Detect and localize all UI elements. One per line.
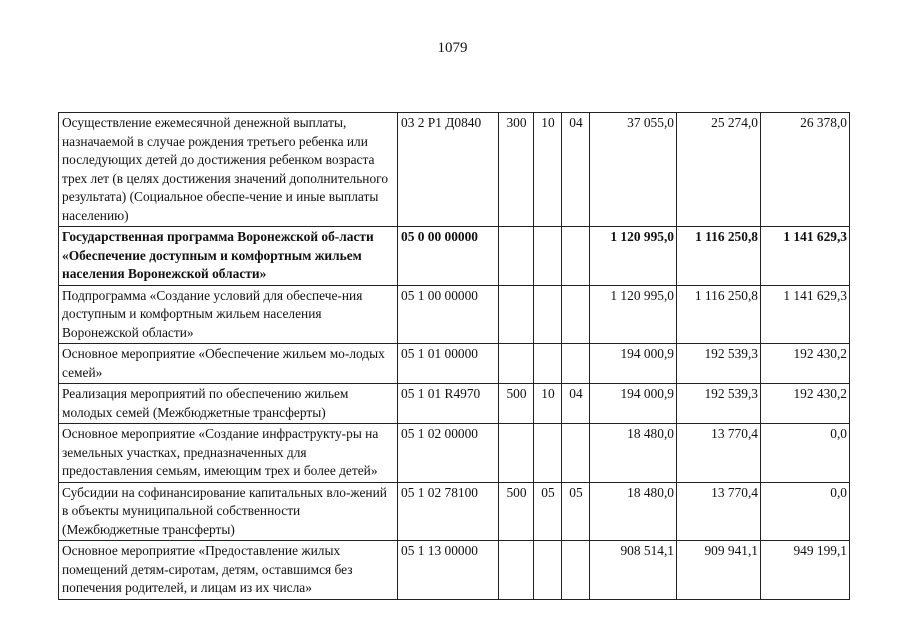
section-cell: 10 — [534, 384, 562, 424]
subsection-cell — [562, 424, 590, 483]
amount-year1-cell: 908 514,1 — [590, 541, 677, 600]
amount-year2-cell: 909 941,1 — [677, 541, 761, 600]
expense-type-cell — [499, 285, 534, 344]
item-name-cell: Подпрограмма «Создание условий для обеспече-ния доступным и комфортным жильем населения Воронежской области» — [59, 285, 398, 344]
table-row — [59, 113, 850, 227]
item-name-cell: Основное мероприятие «Обеспечение жильем мо-лодых семей» — [59, 344, 398, 384]
amount-year3-cell: 1 141 629,3 — [761, 285, 850, 344]
amount-year2-cell: 13 770,4 — [677, 482, 761, 541]
expense-type-cell: 500 — [499, 384, 534, 424]
target-code-cell: 05 1 01 R4970 — [398, 384, 499, 424]
section-cell: 10 — [534, 113, 562, 227]
amount-year2-cell: 25 274,0 — [677, 113, 761, 227]
amount-year1-cell: 37 055,0 — [590, 113, 677, 227]
subsection-cell: 04 — [562, 113, 590, 227]
target-code-cell: 05 0 00 00000 — [398, 227, 499, 286]
amount-year1-cell: 194 000,9 — [590, 344, 677, 384]
subsection-cell — [562, 285, 590, 344]
target-code-cell: 05 1 02 00000 — [398, 424, 499, 483]
amount-year2-cell: 13 770,4 — [677, 424, 761, 483]
table-row — [59, 227, 850, 286]
section-cell — [534, 285, 562, 344]
table-row — [59, 384, 850, 424]
subsection-cell: 04 — [562, 384, 590, 424]
item-name-cell: Реализация мероприятий по обеспечению жильем молодых семей (Межбюджетные трансферты) — [59, 384, 398, 424]
amount-year2-cell: 1 116 250,8 — [677, 285, 761, 344]
expense-type-cell: 300 — [499, 113, 534, 227]
amount-year3-cell: 1 141 629,3 — [761, 227, 850, 286]
amount-year1-cell: 194 000,9 — [590, 384, 677, 424]
budget-table — [58, 112, 850, 600]
expense-type-cell — [499, 227, 534, 286]
table-row — [59, 482, 850, 541]
table-row — [59, 424, 850, 483]
amount-year1-cell: 18 480,0 — [590, 424, 677, 483]
section-cell: 05 — [534, 482, 562, 541]
subsection-cell — [562, 227, 590, 286]
amount-year3-cell: 192 430,2 — [761, 384, 850, 424]
amount-year3-cell: 192 430,2 — [761, 344, 850, 384]
table-row — [59, 344, 850, 384]
section-cell — [534, 227, 562, 286]
amount-year3-cell: 0,0 — [761, 482, 850, 541]
table-row — [59, 541, 850, 600]
amount-year1-cell: 1 120 995,0 — [590, 227, 677, 286]
target-code-cell: 05 1 02 78100 — [398, 482, 499, 541]
section-cell — [534, 541, 562, 600]
target-code-cell: 05 1 01 00000 — [398, 344, 499, 384]
amount-year2-cell: 192 539,3 — [677, 384, 761, 424]
budget-table-body — [59, 113, 850, 600]
item-name-cell: Основное мероприятие «Создание инфраструкту-ры на земельных участках, предназначенных для предоставления семьям, имеющим трех и более детей» — [59, 424, 398, 483]
section-cell — [534, 424, 562, 483]
item-name-cell: Субсидии на софинансирование капитальных вло-жений в объекты муниципальной собственности (Межбюджетные трансферты) — [59, 482, 398, 541]
section-cell — [534, 344, 562, 384]
amount-year1-cell: 1 120 995,0 — [590, 285, 677, 344]
amount-year3-cell: 0,0 — [761, 424, 850, 483]
target-code-cell: 05 1 00 00000 — [398, 285, 499, 344]
target-code-cell: 03 2 Р1 Д0840 — [398, 113, 499, 227]
expense-type-cell — [499, 541, 534, 600]
amount-year2-cell: 192 539,3 — [677, 344, 761, 384]
subsection-cell: 05 — [562, 482, 590, 541]
item-name-cell: Осуществление ежемесячной денежной выплаты, назначаемой в случае рождения третьего ребенка или последующих детей до достижения ребенком возраста трех лет (в целях достижения значений дополнительного результата) (Социальное обеспе-чение и иные выплаты населению) — [59, 113, 398, 227]
expense-type-cell: 500 — [499, 482, 534, 541]
amount-year3-cell: 26 378,0 — [761, 113, 850, 227]
amount-year3-cell: 949 199,1 — [761, 541, 850, 600]
expense-type-cell — [499, 344, 534, 384]
target-code-cell: 05 1 13 00000 — [398, 541, 499, 600]
page-number: 1079 — [437, 40, 468, 56]
amount-year2-cell: 1 116 250,8 — [677, 227, 761, 286]
item-name-cell: Государственная программа Воронежской об-ласти «Обеспечение доступным и комфортным жильем населения Воронежской области» — [59, 227, 398, 286]
amount-year1-cell: 18 480,0 — [590, 482, 677, 541]
table-row — [59, 285, 850, 344]
subsection-cell — [562, 541, 590, 600]
expense-type-cell — [499, 424, 534, 483]
item-name-cell: Основное мероприятие «Предоставление жилых помещений детям-сиротам, детям, оставшимся без попечения родителей, и лицам из их числа» — [59, 541, 398, 600]
subsection-cell — [562, 344, 590, 384]
